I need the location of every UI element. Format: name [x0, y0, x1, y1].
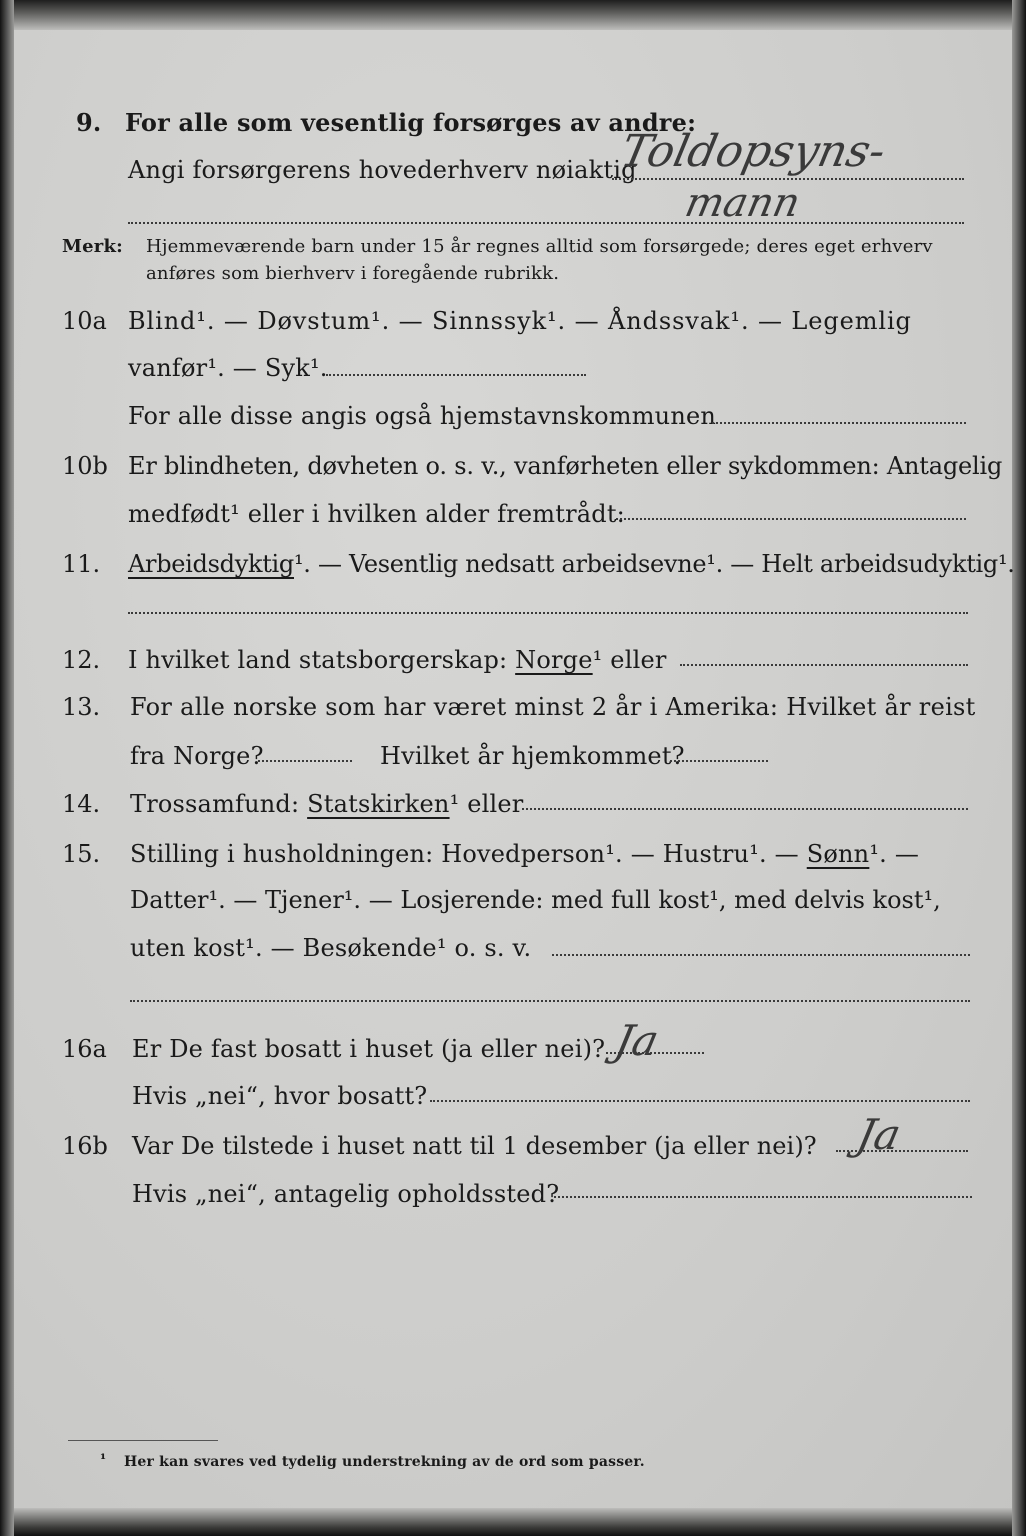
q13-line1: For alle norske som har været minst 2 år i Amerika: Hvilket år reist: [130, 693, 976, 721]
q10a-number: 10a: [62, 307, 107, 335]
q10a-line1: Blind¹. — Døvstum¹. — Sinnssyk¹. — Åndssvak¹. — Legemlig: [128, 307, 912, 335]
q14-answer-line: [522, 808, 968, 810]
q10b-line2: medfødt¹ eller i hvilken alder fremtrådt:: [128, 500, 625, 528]
q10b-answer-line: [616, 518, 966, 520]
q13-answer-line-1: [258, 760, 352, 762]
q15-number: 15.: [62, 840, 101, 868]
q11-underlined-answer: Arbeidsdyktig: [128, 550, 294, 578]
merk-line2: anføres som bierhverv i foregående rubrikk.: [146, 263, 560, 284]
scan-edge-left: [0, 0, 14, 1536]
q11-answer-line: [128, 612, 968, 614]
q15-line3: uten kost¹. — Besøkende¹ o. s. v.: [130, 934, 532, 962]
q14-number: 14.: [62, 790, 101, 818]
q11-text: [128, 550, 1015, 578]
q16b-answer-line-2: [554, 1196, 972, 1198]
q10a-line2: vanfør¹. — Syk¹.: [128, 354, 328, 382]
scan-edge-bottom: [0, 1508, 1026, 1536]
q9-line2: Angi forsørgerens hovederhverv nøiaktig: [128, 156, 637, 184]
q13-number: 13.: [62, 693, 101, 721]
q9-heading: For alle som vesentlig forsørges av andre:: [125, 108, 697, 137]
q16a-number: 16a: [62, 1035, 107, 1063]
q16b-line2: Hvis „nei“, antagelig opholdssted?: [132, 1180, 560, 1208]
footnote-mark: ¹: [100, 1452, 107, 1468]
q12-underlined-answer: Norge: [515, 646, 593, 674]
q15-line1: [130, 840, 919, 868]
q15-line1a: Stilling i husholdningen: Hovedperson¹. — Hustru¹. —: [130, 840, 799, 868]
q9-handwritten-answer-2: mann: [681, 180, 805, 226]
q12-number: 12.: [62, 646, 101, 674]
q15-line1b: ¹. —: [869, 840, 920, 868]
q13-answer-line-2: [670, 760, 768, 762]
q11-rest: ¹. — Vesentlig nedsatt arbeidsevne¹. — Helt arbeidsudyktig¹.: [293, 550, 1015, 578]
scan-edge-right: [1012, 0, 1026, 1536]
q16b-line1: Var De tilstede i huset natt til 1 desember (ja eller nei)?: [132, 1132, 817, 1160]
q10b-number: 10b: [62, 452, 108, 480]
q12-text: [128, 646, 667, 674]
scan-edge-top: [0, 0, 1026, 30]
q10b-line1: Er blindheten, døvheten o. s. v., vanførheten eller sykdommen: Antagelig: [128, 452, 1003, 480]
q12-post: ¹ eller: [592, 646, 667, 674]
q16a-handwritten-answer: Ja: [610, 1016, 664, 1065]
q11-number: 11.: [62, 550, 101, 578]
footnote-text: Her kan svares ved tydelig understrekning av de ord som passer.: [124, 1454, 645, 1470]
q15-line2: Datter¹. — Tjener¹. — Losjerende: med full kost¹, med delvis kost¹,: [130, 886, 941, 914]
q10a-answer-line-2: [712, 422, 966, 424]
q15-underlined-answer: Sønn: [806, 840, 870, 868]
q14-post: ¹ eller: [449, 790, 524, 818]
q15-answer-line-2: [130, 1000, 970, 1002]
q10a-answer-line-1: [326, 374, 586, 376]
q16b-handwritten-answer: Ja: [852, 1110, 906, 1159]
q13-line2b: Hvilket år hjemkommet?: [380, 742, 685, 770]
q12-answer-line: [680, 664, 968, 666]
q10a-line3: For alle disse angis også hjemstavnskommunen: [128, 402, 717, 430]
q12-pre: I hvilket land statsborgerskap:: [128, 646, 508, 674]
q16a-line2: Hvis „nei“, hvor bosatt?: [132, 1082, 428, 1110]
q16b-number: 16b: [62, 1132, 108, 1160]
footnote-rule: [68, 1440, 218, 1441]
q16a-answer-line-2: [430, 1100, 970, 1102]
q16a-line1: Er De fast bosatt i huset (ja eller nei)?: [132, 1035, 606, 1063]
q13-line2a: fra Norge?: [130, 742, 264, 770]
merk-label: Merk:: [62, 236, 123, 257]
q15-answer-line-1: [552, 954, 970, 956]
q14-pre: Trossamfund:: [130, 790, 300, 818]
q9-handwritten-answer-1: Toldopsyns-: [616, 126, 890, 177]
q14-underlined-answer: Statskirken: [307, 790, 450, 818]
q14-text: [130, 790, 523, 818]
q9-answer-line-2: [128, 222, 964, 224]
merk-line1: Hjemmeværende barn under 15 år regnes alltid som forsørgede; deres eget erhverv: [146, 236, 933, 257]
q9-number: 9.: [76, 108, 102, 137]
